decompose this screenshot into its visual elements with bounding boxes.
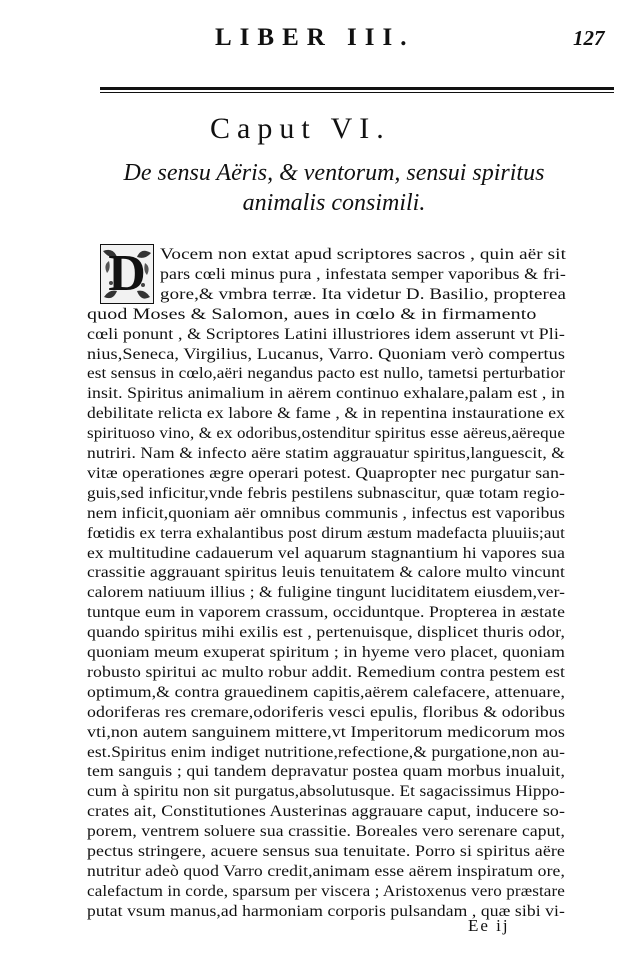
text-line: guis,sed inficitur,vnde febris pestilens subnascitur, quæ totam regio- xyxy=(87,484,565,502)
text-line: quando spiritus mihi exilis est , pertenuisque, displicet thuris odor, xyxy=(87,624,565,642)
text-line: est.Spiritus enim indiget nutritione,refectione,& purgatione,non au- xyxy=(87,743,565,761)
text-line: porem, ventrem soluere sua crassitie. Boreales vero serenare caput, xyxy=(87,823,565,841)
text-line: putat vsum manus,ad harmoniam corporis pulsandam , quæ sibi vi- xyxy=(87,902,565,920)
chapter-title: De sensu Aëris, & ventorum, sensui spiritus animalis consimili. xyxy=(123,160,545,216)
text-line: robusto spiritui ac multo robur addit. Remedium contra pestem est xyxy=(87,663,565,681)
catchword-signature: Ee ij xyxy=(468,916,510,935)
text-line: vti,non autem sanguinem mittere,vt Imperitorum medicorum mos xyxy=(87,723,565,741)
text-line: crates ait, Constitutiones Austerinas aggrauare caput, inducere so- xyxy=(87,803,565,821)
drop-cap-letter: D xyxy=(108,245,146,302)
text-line: tuntque eum in vaporem crassum, occiduntque. Propterea in æstate xyxy=(87,604,565,622)
text-line: optimum,& contra grauedinem capitis,aërem calefacere, attenuare, xyxy=(87,683,565,701)
text-line: quoniam meum exuperat spiritum ; in hyeme vero placet, quoniam xyxy=(87,644,565,661)
text-line: insit. Spiritus animalium in aërem continuo exhalare,palam est , in xyxy=(87,385,565,403)
ornamental-drop-cap xyxy=(100,244,154,304)
text-line: nutriri. Nam & infecto aëre statim aggrauatur spiritus,languescit, & xyxy=(87,445,565,462)
text-line: cum à spiritu non sit purgatus,absolutusque. Et sagacissimus Hippo- xyxy=(87,783,565,801)
text-line: quod Moses & Salomon, aues in cœlo & in firmamento xyxy=(87,305,537,323)
header-rule xyxy=(100,87,614,93)
text-line: pars cœli minus pura , infestata semper vaporibus & fri- xyxy=(160,265,566,283)
text-line: nem inficit,quoniam aër omnibus communis , infectus est vaporibus xyxy=(87,504,565,522)
running-head: LIBER III. xyxy=(215,24,415,51)
text-line: Vocem non extat apud scriptores sacros , quin aër sit xyxy=(160,246,566,263)
text-line: fœtidis ex terra exhalantibus post dirum æstum madefacta pluuiis;aut xyxy=(87,524,565,542)
text-line: calefactum in corde, sparsum per viscera ; Aristoxenus vero præstare xyxy=(87,882,565,900)
text-line: vitæ operationes ægre operari potest. Quapropter nec purgatur san- xyxy=(87,464,565,482)
text-line: cœli ponunt , & Scriptores Latini illustriores idem asserunt vt Pli- xyxy=(87,325,565,343)
text-line: crassitie aggrauant spiritus leuis tenuitatem & calore multo vincunt xyxy=(87,564,565,582)
text-line: ex multitudine cadauerum vel aquarum stagnantium hi vapores sua xyxy=(87,544,565,562)
text-line: spirituoso vino, & ex odoribus,ostenditur spiritus esse aëreus,aëreque xyxy=(87,425,565,443)
text-line: debilitate relicta ex labore & fame , & in repentina instauratione ex xyxy=(87,405,565,423)
text-line: tem sanguis ; qui tandem depravatur postea quam morbus inualuit, xyxy=(87,763,565,781)
text-line: est sensus in cœlo,aëri negandus pacto est nullo, tametsi perturbatior xyxy=(87,365,565,383)
text-line: odoriferas res cremare,odoriferis vesci epulis, floribus & odoribus xyxy=(87,703,565,721)
page-number: 127 xyxy=(573,26,605,50)
chapter-heading: Caput VI. xyxy=(210,112,391,145)
text-line: nutritur adeò quod Varro credit,animam esse aërem inspiratum ore, xyxy=(87,862,565,880)
text-line: gore,& vmbra terræ. Ita videtur D. Basilio, propterea xyxy=(160,285,566,303)
text-line: calorem natiuum illius ; & fuligine tingunt luciditatem eiusdem,ver- xyxy=(87,584,565,602)
text-line: nius,Seneca, Virgilius, Lucanus, Varro. Quoniam verò compertus xyxy=(87,345,565,363)
text-line: pectus stringere, acuere sensus sua tenuitate. Porro si spiritus aëre xyxy=(87,843,565,860)
